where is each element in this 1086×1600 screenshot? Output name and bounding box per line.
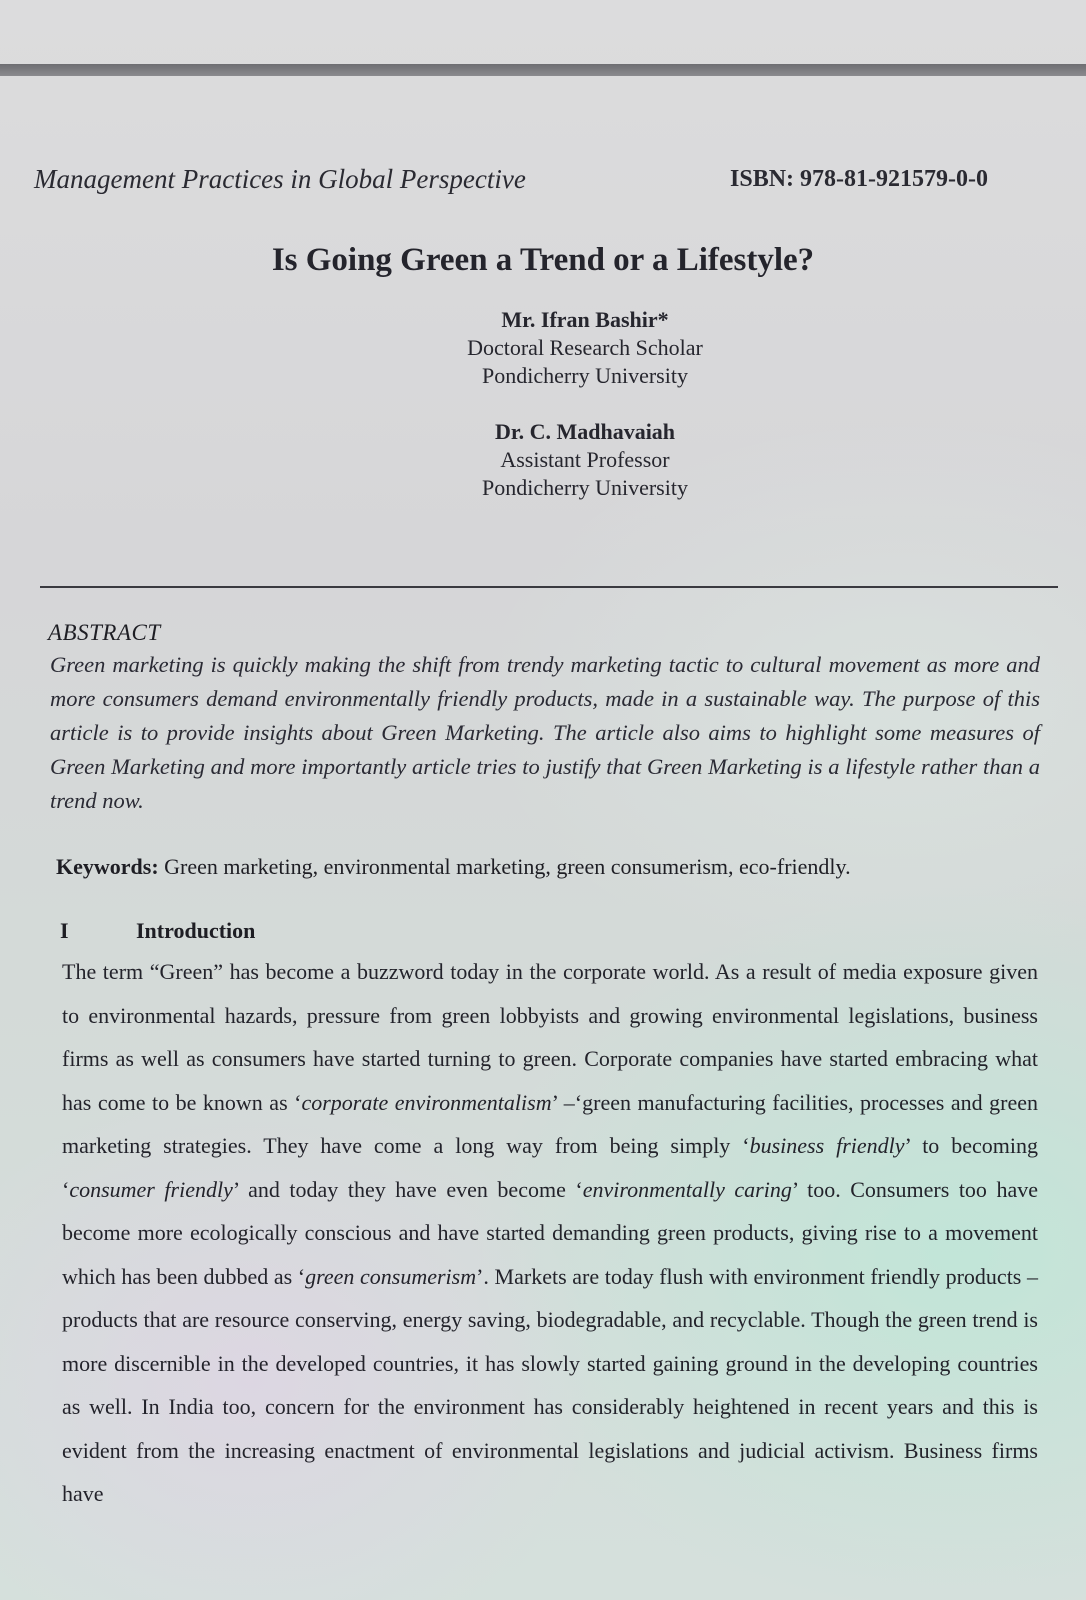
author-block-1 [0, 306, 1086, 390]
author-name: Mr. Ifran Bashir* [501, 307, 669, 332]
abstract-heading: ABSTRACT [48, 620, 161, 645]
paper-title: Is Going Green a Trend or a Lifestyle? [271, 242, 815, 278]
author-affiliation: Pondicherry University [482, 475, 688, 500]
section-number: I [60, 918, 69, 943]
author-position: Doctoral Research Scholar [467, 335, 703, 360]
author-block-2 [0, 418, 1086, 502]
intro-segment: ’ –‘green manufacturing facilities, processes and green marketing strategies. They have come a long way from being simply ‘ [62, 1089, 1039, 1158]
intro-segment: The term “Green” has become a buzzword today in the corporate world. As a result of media exposure given to environmental hazards, pressure from green lobbyists and growing environmental legislations, business firms as well as consumers have started turning to green. Corporate companies have started embracing what has come to be known as ‘ [62, 959, 1038, 1115]
author-name: Dr. C. Madhavaiah [494, 419, 676, 444]
author-position: Assistant Professor [500, 447, 670, 472]
intro-segment: ’ to becoming ‘ [62, 1133, 1039, 1202]
page-top-border [0, 64, 1086, 76]
intro-segment-italic: corporate environmentalism [301, 1089, 552, 1115]
introduction-text [62, 950, 1038, 1516]
abstract-text: Green marketing is quickly making the shift from trendy marketing tactic to cultural movement as more and more consumers demand environmentally friendly products, made in a sustainable way. The purpose of this article is to provide insights about Green Marketing. The article also aims to highlight some measures of Green Marketing and more importantly article tries to justify that Green Marketing is a lifestyle rather than a trend now. [50, 652, 1040, 813]
keywords [56, 854, 1056, 880]
keywords-label: Keywords: [56, 854, 159, 879]
intro-segment: ’ too. Consumers too have become more ecologically conscious and have started demanding green products, giving rise to a movement which has been dubbed as ‘ [62, 1176, 1039, 1289]
journal-name: Management Practices in Global Perspective [34, 164, 526, 194]
section-divider [40, 586, 1058, 588]
intro-segment-italic: green consumerism [305, 1263, 477, 1289]
intro-segment-italic: consumer friendly [69, 1176, 233, 1202]
intro-segment-italic: environmentally caring [582, 1176, 792, 1202]
intro-segment-italic: business friendly [749, 1133, 905, 1158]
intro-segment: ’ and today they have even become ‘ [232, 1176, 583, 1202]
author-affiliation: Pondicherry University [482, 363, 688, 388]
section-title: Introduction [136, 918, 256, 943]
keywords-text: Green marketing, environmental marketing, green consumerism, eco-friendly. [158, 854, 851, 879]
isbn: ISBN: 978-81-921579-0-0 [730, 166, 988, 192]
intro-segment: ’. Markets are today flush with environment friendly products – products that are resource conserving, energy saving, biodegradable, and recyclable. Though the green trend is more discernible in the developed countries, it has slowly started gaining ground in the developing countries as well. In India too, concern for the environment has considerably heightened in recent years and this is evident from the increasing enactment of environmental legislations and judicial activism. Business firms have [62, 1263, 1038, 1506]
